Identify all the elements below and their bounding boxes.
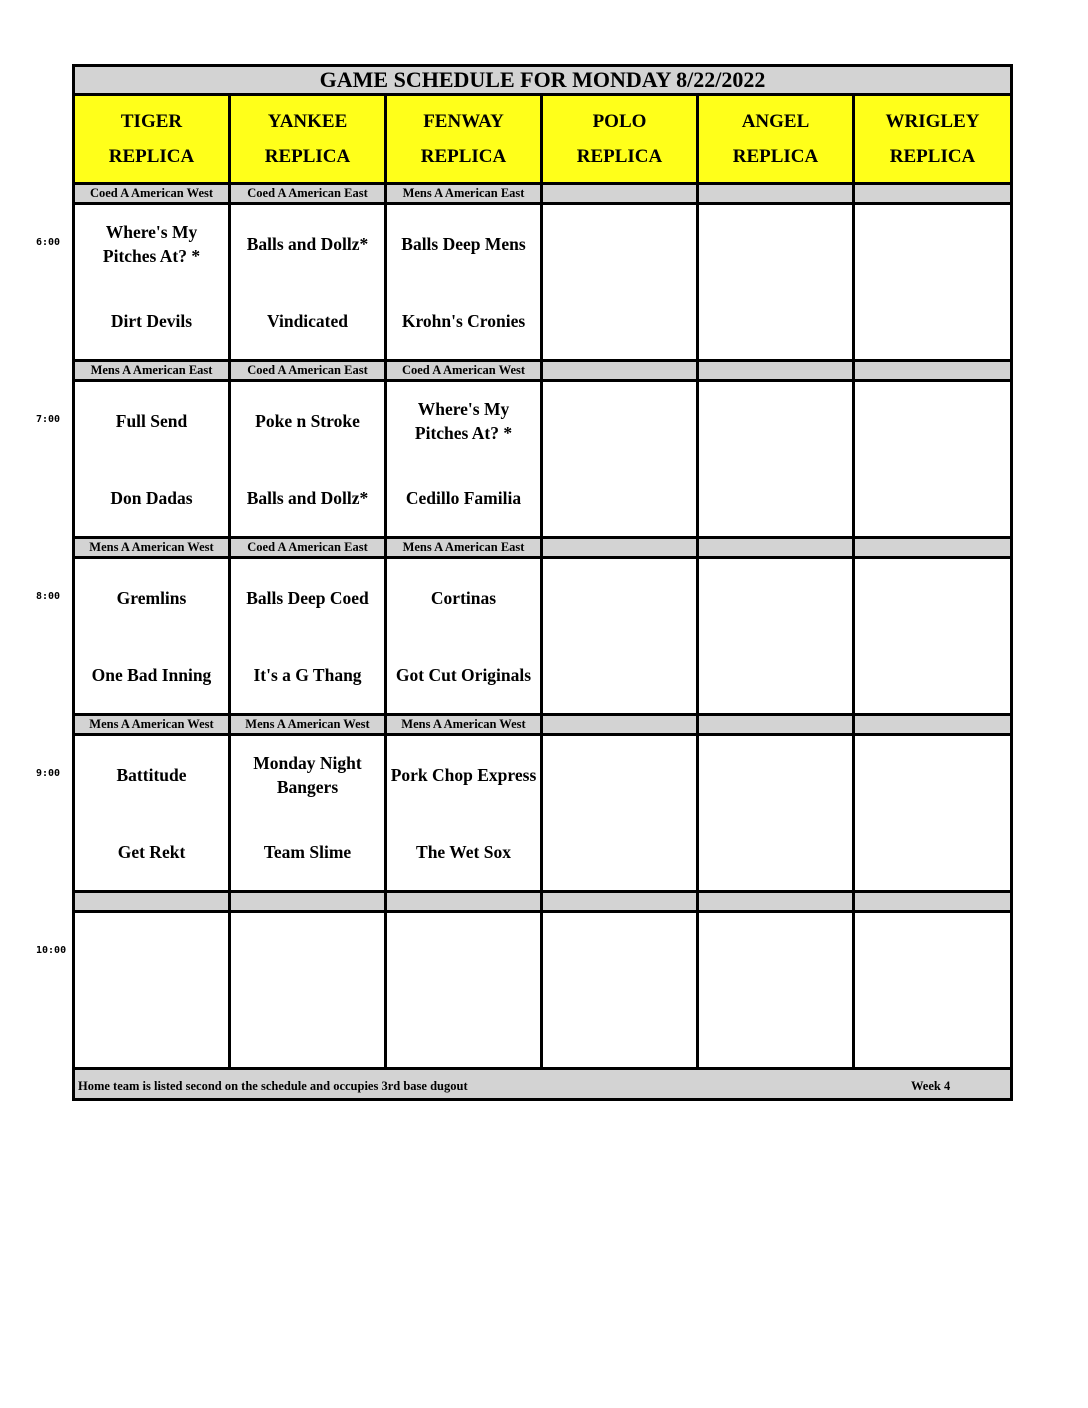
home-team: [699, 990, 852, 1067]
home-team: The Wet Sox: [416, 841, 511, 862]
game-cell: [854, 912, 1012, 1069]
time-label: 7:00: [36, 414, 61, 425]
away-team: [699, 382, 852, 459]
away-team: [855, 205, 1010, 282]
division-label: Mens A American West: [230, 715, 386, 735]
game-cell: [854, 204, 1012, 361]
division-label: Mens A American West: [74, 715, 230, 735]
game-cell: [386, 558, 542, 715]
game-cell: [542, 204, 698, 361]
home-team: It's a G Thang: [253, 664, 362, 685]
game-cell: [386, 735, 542, 892]
away-team: Balls Deep Coed: [246, 587, 369, 608]
field-name: ANGEL: [741, 111, 810, 132]
home-team: [699, 813, 852, 890]
time-label: 6:00: [36, 237, 61, 248]
game-cell: [542, 381, 698, 538]
away-team: Poke n Stroke: [255, 410, 360, 431]
home-team: [855, 636, 1010, 713]
division-label: [854, 538, 1012, 558]
away-team: [855, 559, 1010, 636]
field-header-tiger: [74, 95, 230, 184]
away-team: Monday Night Bangers: [253, 752, 362, 797]
division-label: [854, 361, 1012, 381]
away-team: [699, 736, 852, 813]
away-team: [855, 382, 1010, 459]
game-cell: [854, 558, 1012, 715]
division-label: [854, 892, 1012, 912]
field-type: REPLICA: [889, 146, 976, 167]
away-team: Balls Deep Mens: [401, 233, 526, 254]
field-header-wrigley: [854, 95, 1012, 184]
game-row: [74, 912, 1012, 1069]
division-label: [698, 184, 854, 204]
home-team: Krohn's Cronies: [401, 310, 526, 331]
division-label: [542, 361, 698, 381]
game-cell: [698, 912, 854, 1069]
home-team: [231, 990, 384, 1067]
division-label: Coed A American West: [386, 361, 542, 381]
away-team: [699, 205, 852, 282]
division-label: [386, 892, 542, 912]
game-cell: [854, 381, 1012, 538]
away-team: [543, 559, 696, 636]
division-label: Coed A American East: [230, 538, 386, 558]
division-label: [698, 892, 854, 912]
division-label: [698, 538, 854, 558]
division-label: Mens A American East: [74, 361, 230, 381]
home-team: [855, 459, 1010, 536]
home-team: Dirt Devils: [110, 310, 193, 331]
field-name: WRIGLEY: [885, 111, 980, 132]
division-label: Mens A American West: [74, 538, 230, 558]
away-team: [699, 913, 852, 990]
game-row: [74, 204, 1012, 361]
away-team: Gremlins: [116, 587, 187, 608]
field-name: TIGER: [120, 111, 183, 132]
game-cell: [230, 912, 386, 1069]
game-cell: [386, 381, 542, 538]
home-team: [543, 636, 696, 713]
game-cell: [854, 735, 1012, 892]
division-label: Mens A American East: [386, 184, 542, 204]
game-cell: [542, 912, 698, 1069]
game-cell: [698, 204, 854, 361]
division-label: Mens A American East: [386, 538, 542, 558]
home-team: Balls and Dollz*: [246, 487, 369, 508]
home-team: Team Slime: [263, 841, 352, 862]
division-label: Coed A American East: [230, 184, 386, 204]
home-team: Get Rekt: [117, 841, 186, 862]
away-team: Full Send: [115, 410, 188, 431]
division-label: [74, 892, 230, 912]
division-row: [74, 892, 1012, 912]
game-cell: [230, 735, 386, 892]
division-row: [74, 538, 1012, 558]
time-label: 10:00: [36, 945, 67, 956]
home-team: One Bad Inning: [91, 664, 212, 685]
schedule-title: GAME SCHEDULE FOR MONDAY 8/22/2022: [74, 66, 1012, 95]
field-name: FENWAY: [423, 111, 504, 132]
division-row: [74, 715, 1012, 735]
away-team: Balls and Dollz*: [246, 233, 369, 254]
division-label: [854, 184, 1012, 204]
field-header-fenway: [386, 95, 542, 184]
game-cell: [74, 204, 230, 361]
game-cell: [74, 912, 230, 1069]
division-label: Coed A American West: [74, 184, 230, 204]
division-label: [698, 715, 854, 735]
away-team: [543, 382, 696, 459]
field-header-yankee: [230, 95, 386, 184]
field-type: REPLICA: [420, 146, 507, 167]
field-name: POLO: [592, 111, 647, 132]
game-cell: [74, 558, 230, 715]
away-team: [543, 913, 696, 990]
game-cell: [74, 735, 230, 892]
division-label: [542, 184, 698, 204]
schedule-table: [72, 64, 1013, 1101]
away-team: Cortinas: [430, 587, 497, 608]
game-row: [74, 558, 1012, 715]
away-team: [387, 913, 540, 990]
field-name: YANKEE: [267, 111, 348, 132]
game-cell: [230, 381, 386, 538]
away-team: [855, 736, 1010, 813]
footer-row: [74, 1069, 1012, 1100]
away-team: Pork Chop Express: [390, 764, 537, 785]
home-team-note: Home team is listed second on the schedule and occupies 3rd base dugout: [78, 1079, 468, 1093]
week-label: Week 4: [911, 1079, 951, 1093]
home-team: [543, 282, 696, 359]
home-team: [699, 282, 852, 359]
home-team: [855, 990, 1010, 1067]
home-team: [387, 990, 540, 1067]
away-team: [543, 736, 696, 813]
time-label: 9:00: [36, 768, 61, 779]
game-cell: [698, 381, 854, 538]
division-row: [74, 361, 1012, 381]
home-team: Cedillo Familia: [405, 487, 522, 508]
home-team: [855, 282, 1010, 359]
field-type: REPLICA: [264, 146, 351, 167]
away-team: [231, 913, 384, 990]
field-header-row: [74, 95, 1012, 184]
division-label: [542, 715, 698, 735]
division-label: [230, 892, 386, 912]
field-type: REPLICA: [732, 146, 819, 167]
field-header-polo: [542, 95, 698, 184]
title-row: [74, 66, 1012, 95]
away-team: Where's My Pitches At? *: [102, 221, 201, 266]
away-team: [699, 559, 852, 636]
home-team: [543, 459, 696, 536]
home-team: [75, 990, 228, 1067]
footer-cell: [74, 1069, 1012, 1100]
away-team: Where's My Pitches At? *: [414, 398, 513, 443]
home-team: [699, 636, 852, 713]
division-label: [854, 715, 1012, 735]
game-cell: [230, 204, 386, 361]
game-row: [74, 735, 1012, 892]
field-type: REPLICA: [108, 146, 195, 167]
away-team: [543, 205, 696, 282]
game-cell: [542, 735, 698, 892]
away-team: [75, 913, 228, 990]
field-header-angel: [698, 95, 854, 184]
home-team: Got Cut Originals: [395, 664, 532, 685]
home-team: [855, 813, 1010, 890]
game-cell: [542, 558, 698, 715]
division-label: [542, 538, 698, 558]
home-team: [699, 459, 852, 536]
time-label: 8:00: [36, 591, 61, 602]
game-row: [74, 381, 1012, 538]
away-team: Battitude: [116, 764, 187, 785]
game-cell: [698, 735, 854, 892]
division-row: [74, 184, 1012, 204]
game-cell: [230, 558, 386, 715]
home-team: [543, 813, 696, 890]
division-label: Mens A American West: [386, 715, 542, 735]
game-cell: [386, 204, 542, 361]
field-type: REPLICA: [576, 146, 663, 167]
away-team: [855, 913, 1010, 990]
game-cell: [698, 558, 854, 715]
division-label: [542, 892, 698, 912]
division-label: [698, 361, 854, 381]
home-team: Don Dadas: [110, 487, 193, 508]
game-cell: [386, 912, 542, 1069]
division-label: Coed A American East: [230, 361, 386, 381]
game-cell: [74, 381, 230, 538]
home-team: [543, 990, 696, 1067]
home-team: Vindicated: [266, 310, 349, 331]
